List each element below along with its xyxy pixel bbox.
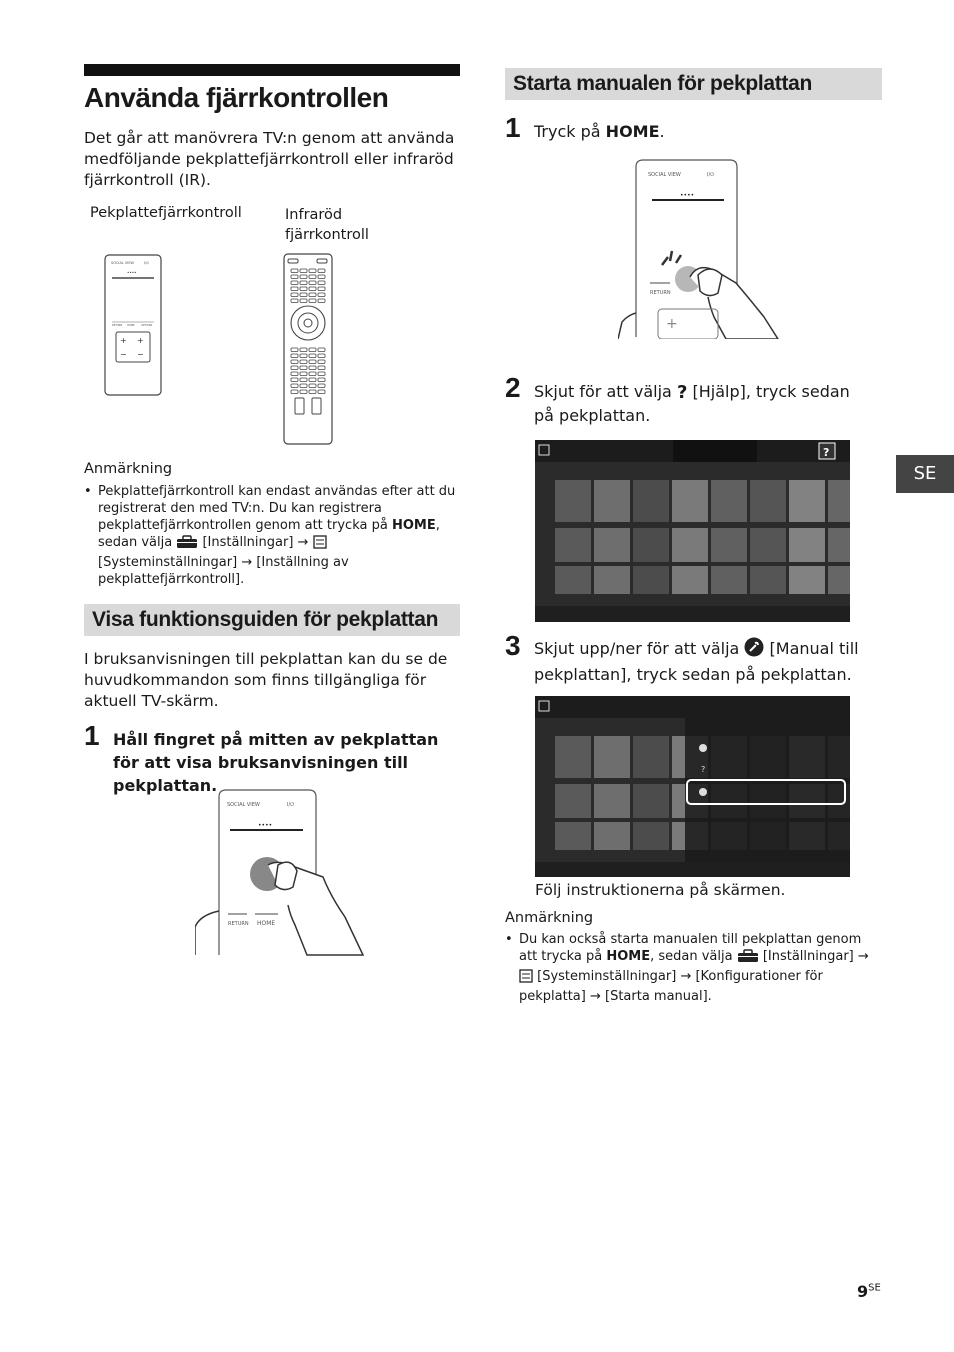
svg-text:SOCIAL VIEW: SOCIAL VIEW bbox=[227, 802, 260, 808]
svg-text:?: ? bbox=[701, 765, 706, 774]
svg-text:••••: •••• bbox=[680, 192, 695, 199]
touch-remote-illustration bbox=[104, 254, 162, 396]
section-heading-2: Starta manualen för pekplattan bbox=[513, 72, 813, 95]
step-text: Skjut upp/ner för att välja [Manual till pekplattan], tryck sedan på pekplattan. bbox=[534, 639, 859, 684]
system-settings-icon bbox=[519, 969, 533, 988]
step-text: Håll fingret på mitten av pekplattan för att visa bruksanvisningen till pekplattan. bbox=[113, 730, 439, 795]
system-settings-icon bbox=[313, 535, 327, 554]
section1-body: I bruksanvisningen till pekplattan kan du se de huvudkommandon som finns tillgängliga för aktuell TV-skärm. bbox=[84, 650, 448, 710]
wrench-icon bbox=[744, 637, 764, 663]
svg-text:RETURN: RETURN bbox=[228, 921, 249, 927]
section-band-1 bbox=[84, 604, 460, 636]
note1-title: Anmärkning bbox=[84, 461, 173, 477]
note2-item: • Du kan också starta manualen till pekplattan genom att trycka på HOME, sedan välja [Inställningar] → [Systeminställningar] → [Konfigurationer för pekplatta] → [Starta manual]. bbox=[519, 931, 880, 1005]
note2 bbox=[505, 931, 880, 1005]
svg-text:SOCIAL VIEW: SOCIAL VIEW bbox=[648, 172, 681, 178]
svg-text:••••: •••• bbox=[127, 270, 137, 275]
svg-text:−: − bbox=[120, 350, 127, 359]
step-text: Tryck på HOME. bbox=[534, 122, 665, 141]
svg-text:••••: •••• bbox=[258, 822, 273, 829]
svg-text:+: + bbox=[666, 316, 678, 332]
page-number: $9^{SE}$ bbox=[857, 1282, 881, 1301]
svg-text:RETURN: RETURN bbox=[112, 324, 123, 327]
svg-text:HOME: HOME bbox=[257, 920, 276, 927]
svg-text:+: + bbox=[120, 336, 127, 345]
note1 bbox=[84, 483, 464, 588]
svg-text:OPTIONS: OPTIONS bbox=[141, 324, 153, 327]
svg-text:+: + bbox=[137, 336, 144, 345]
toolbox-icon bbox=[176, 535, 198, 554]
svg-text:?: ? bbox=[823, 446, 830, 459]
help-icon: ? bbox=[676, 382, 688, 403]
svg-text:RETURN: RETURN bbox=[650, 290, 671, 296]
svg-text:−: − bbox=[137, 350, 144, 359]
follow-instructions: Följ instruktionerna på skärmen. bbox=[535, 881, 786, 899]
toolbox-icon bbox=[737, 949, 759, 968]
note1-item: • Pekplattefjärrkontroll kan endast användas efter att du registrerat den med TV:n. Du kan registrera pekplattefjärrkontrollen genom att trycka på HOME, sedan välja [Inställningar] → [Systeminställningar] → [Inställning av pekplattefjärrkontroll]. bbox=[98, 483, 464, 588]
hand-on-touchpad-illustration bbox=[195, 787, 365, 957]
step-number: 2 bbox=[505, 372, 521, 403]
note2-title: Anmärkning bbox=[505, 910, 594, 926]
svg-text:HOME: HOME bbox=[127, 324, 135, 327]
step-number: 1 bbox=[84, 720, 100, 751]
ir-remote-label: Infraröd fjärrkontroll bbox=[285, 207, 369, 243]
touch-remote-label: Pekplattefjärrkontroll bbox=[90, 205, 242, 221]
section-heading-1: Visa funktionsguiden för pekplattan bbox=[92, 608, 439, 631]
hand-press-home-illustration bbox=[618, 157, 780, 339]
language-tab: SE bbox=[896, 455, 954, 493]
svg-text:I/⏻: I/⏻ bbox=[144, 261, 149, 265]
tv-home-screenshot bbox=[535, 440, 850, 622]
title-rule bbox=[84, 64, 460, 76]
tv-help-menu-screenshot bbox=[535, 696, 850, 877]
step-number: 3 bbox=[505, 630, 521, 661]
svg-text:SOCIAL VIEW: SOCIAL VIEW bbox=[111, 261, 135, 265]
step-number: 1 bbox=[505, 112, 521, 143]
section-band-2 bbox=[505, 68, 882, 100]
svg-text:I/⏻: I/⏻ bbox=[707, 172, 715, 178]
ir-remote-illustration bbox=[283, 253, 333, 445]
page-title: Använda fjärrkontrollen bbox=[84, 82, 389, 113]
intro-text: Det går att manövrera TV:n genom att använda medföljande pekplattefjärrkontroll eller infraröd fjärrkontroll (IR). bbox=[84, 129, 455, 189]
step-text: Skjut för att välja ? [Hjälp], tryck sedan på pekplattan. bbox=[534, 382, 850, 425]
svg-text:I/⏻: I/⏻ bbox=[287, 802, 295, 808]
